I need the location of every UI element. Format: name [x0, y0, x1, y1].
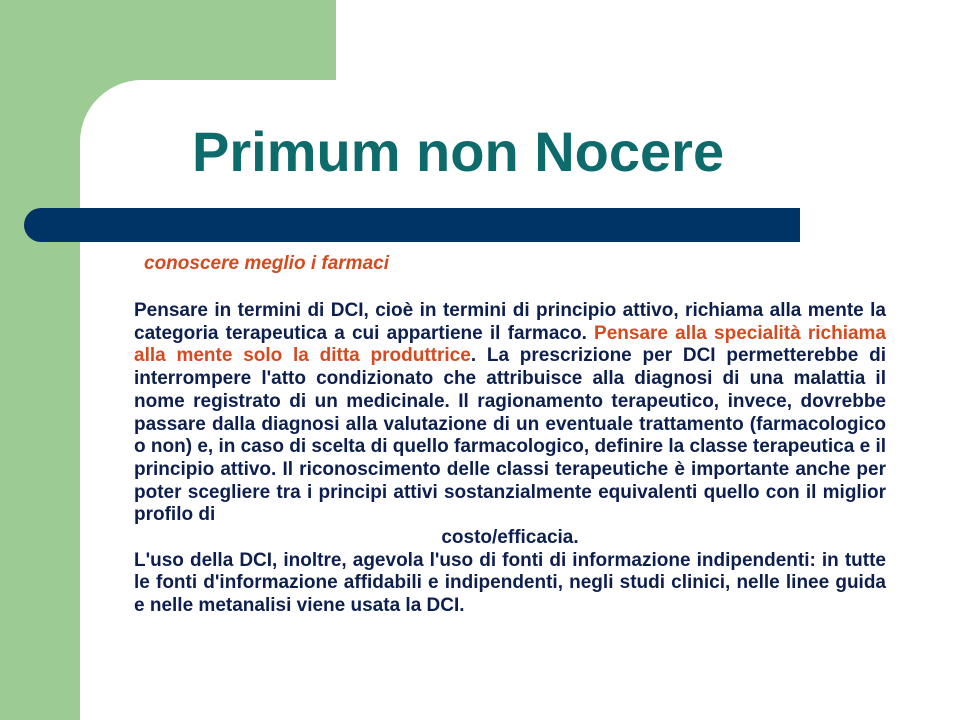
slide-subtitle: conoscere meglio i farmaci	[144, 253, 389, 274]
slide-title: Primum non Nocere	[192, 120, 725, 183]
paragraph-1-text-after: . La prescrizione per DCI permetterebbe di interrompere l'atto condizionato che attribuisce alla diagnosi di una malattia il nome registrato di un medicinale. Il ragionamento terapeutico, invece, dovrebbe passare dalla diagnosi alla valutazione di un eventuale trattamento (farmacologico o non) e, in caso di scelta di quello farmacologico, definire la classe terapeutica e il principio attivo. Il riconoscimento delle classi terapeutiche è importante anche per poter scegliere tra i principi attivi sostanzialmente equivalenti quello con il miglior profilo di	[134, 345, 886, 526]
paragraph-1-highlight: Pensare alla specialità richiama alla mente solo la ditta produttrice	[134, 322, 886, 367]
title-underline-bar	[24, 208, 800, 242]
paragraph-1-last-line: costo/efficacia.	[441, 527, 579, 549]
body-paragraph-1	[134, 300, 886, 550]
slide-body	[134, 300, 886, 618]
paragraph-1-text-before: Pensare in termini di DCI, cioè in termini di principio attivo, richiama alla mente la categoria terapeutica a cui appartiene il farmaco.	[134, 300, 886, 344]
body-paragraph-2: L'uso della DCI, inoltre, agevola l'uso di fonti di informazione indipendenti: in tutte le fonti d'informazione affidabili e indipendenti, negli studi clinici, nelle linee guida e nelle metanalisi viene usata la DCI.	[134, 549, 886, 617]
